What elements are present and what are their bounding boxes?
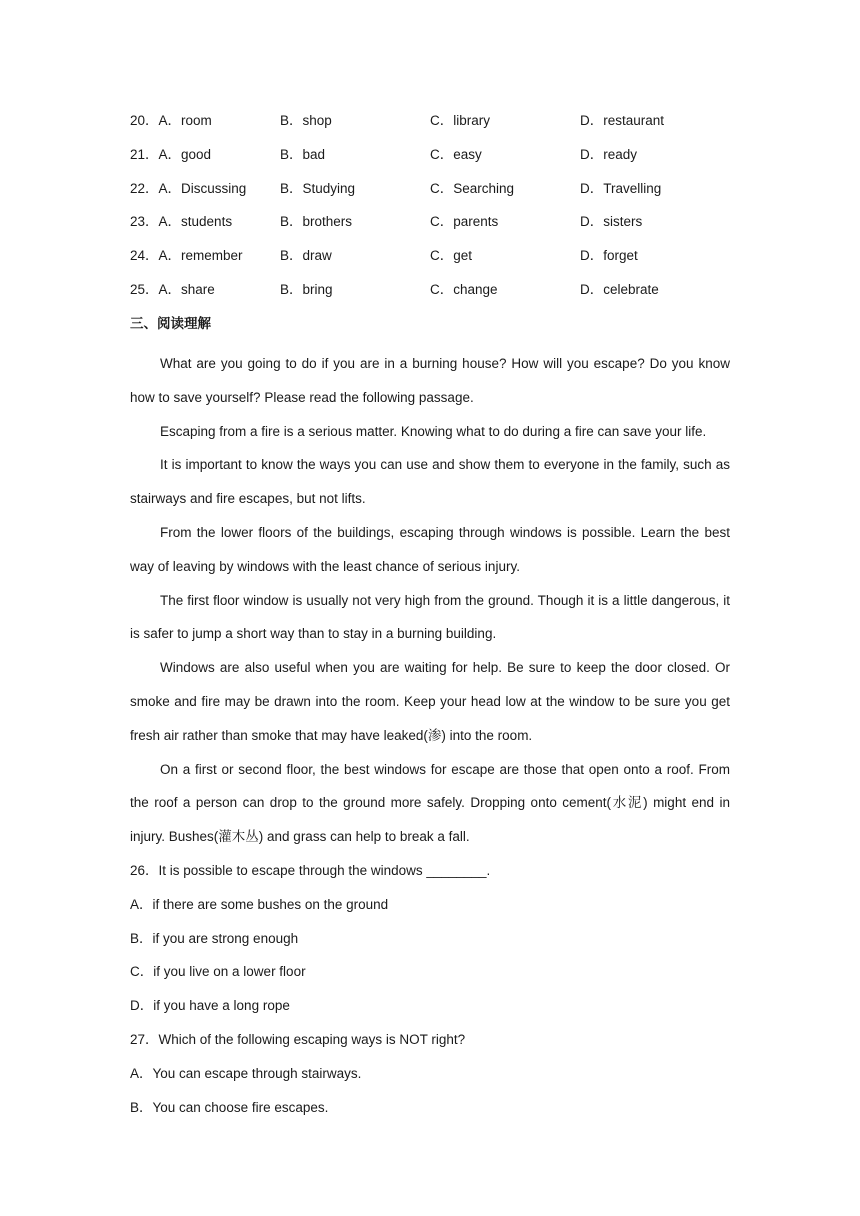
option-21-d: D．ready [580,146,638,162]
question-27-option-b: B．You can choose fire escapes. [130,1099,329,1115]
comprehension-questions [130,854,730,1124]
option-22-d: D．Travelling [580,180,662,196]
option-23-d: D．sisters [580,214,643,230]
answer-options-table [130,110,730,313]
option-25-c: C．change [430,281,498,297]
question-number: 20． [130,113,159,128]
question-27-option-a: A．You can escape through stairways. [130,1065,362,1081]
option-20-c: C．library [430,113,491,128]
question-26-option-b: B．if you are strong enough [130,930,299,946]
question-number: 25． [130,281,159,297]
question-number: 23． [130,214,159,230]
question-number: 21． [130,146,159,162]
question-26-option-a: A．if there are some bushes on the ground [130,896,389,912]
passage-paragraph: The first floor window is usually not very high from the ground. Though it is a little dangerous, it is safer to jump a short way than to stay in a burning building. [130,592,730,642]
option-row-23 [130,211,730,245]
passage-paragraph: What are you going to do if you are in a burning house? How will you escape? Do you know how to save yourself? Please read the following passage. [130,356,730,405]
option-22-b: B．Studying [280,180,356,196]
option-20-b: B．shop [280,113,332,128]
option-25-b: B．bring [280,281,333,297]
option-23-c: C．parents [430,214,499,230]
passage-paragraph: Windows are also useful when you are waiting for help. Be sure to keep the door closed. Or smoke and fire may be drawn into the room. Keep your head low at the window to be sure you get fresh air rather than smoke that may have leaked(渗) into the room. [130,660,730,743]
question-27-stem: 27．Which of the following escaping ways is NOT right? [130,1031,466,1047]
option-21-b: B．bad [280,146,326,162]
reading-passage [130,347,730,854]
option-23-a: 23．A．students [130,214,233,230]
option-24-d: D．forget [580,248,638,264]
option-row-22 [130,178,730,212]
passage-paragraph: Escaping from a fire is a serious matter. Knowing what to do during a fire can save your life. [160,423,707,439]
option-22-a: 22．A．Discussing [130,180,247,196]
option-row-20 [130,110,730,144]
option-24-c: C．get [430,248,473,264]
option-22-c: C．Searching [430,180,515,196]
question-26-option-c: C．if you live on a lower floor [130,964,306,980]
question-26-stem: 26．It is possible to escape through the windows ________. [130,863,491,878]
passage-paragraph: It is important to know the ways you can use and show them to everyone in the family, such as stairways and fire escapes, but not lifts. [130,457,730,507]
question-number: 22． [130,180,159,196]
option-row-21 [130,144,730,178]
question-number: 24． [130,248,159,264]
passage-paragraph: On a first or second floor, the best windows for escape are those that open onto a roof. From the roof a person can drop to the ground more safely. Dropping onto cement(水泥) might end in injury. Bushes(灌木丛) and grass can help to break a fall. [130,761,730,845]
option-row-24 [130,245,730,279]
passage-paragraph: From the lower floors of the buildings, escaping through windows is possible. Learn the best way of leaving by windows with the least chance of serious injury. [130,524,730,574]
option-21-a: 21．A．good [130,146,212,162]
option-20-a: 20．A．room [130,113,212,128]
option-24-a: 24．A．remember [130,248,243,264]
option-23-b: B．brothers [280,214,353,230]
option-25-d: D．celebrate [580,281,659,297]
option-24-b: B．draw [280,248,332,264]
section-title: 三、阅读理解 [130,316,211,332]
option-21-c: C．easy [430,146,482,162]
option-20-d: D．restaurant [580,113,665,128]
option-row-25 [130,279,730,313]
question-26-option-d: D．if you have a long rope [130,998,290,1014]
option-25-a: 25．A．share [130,281,215,297]
